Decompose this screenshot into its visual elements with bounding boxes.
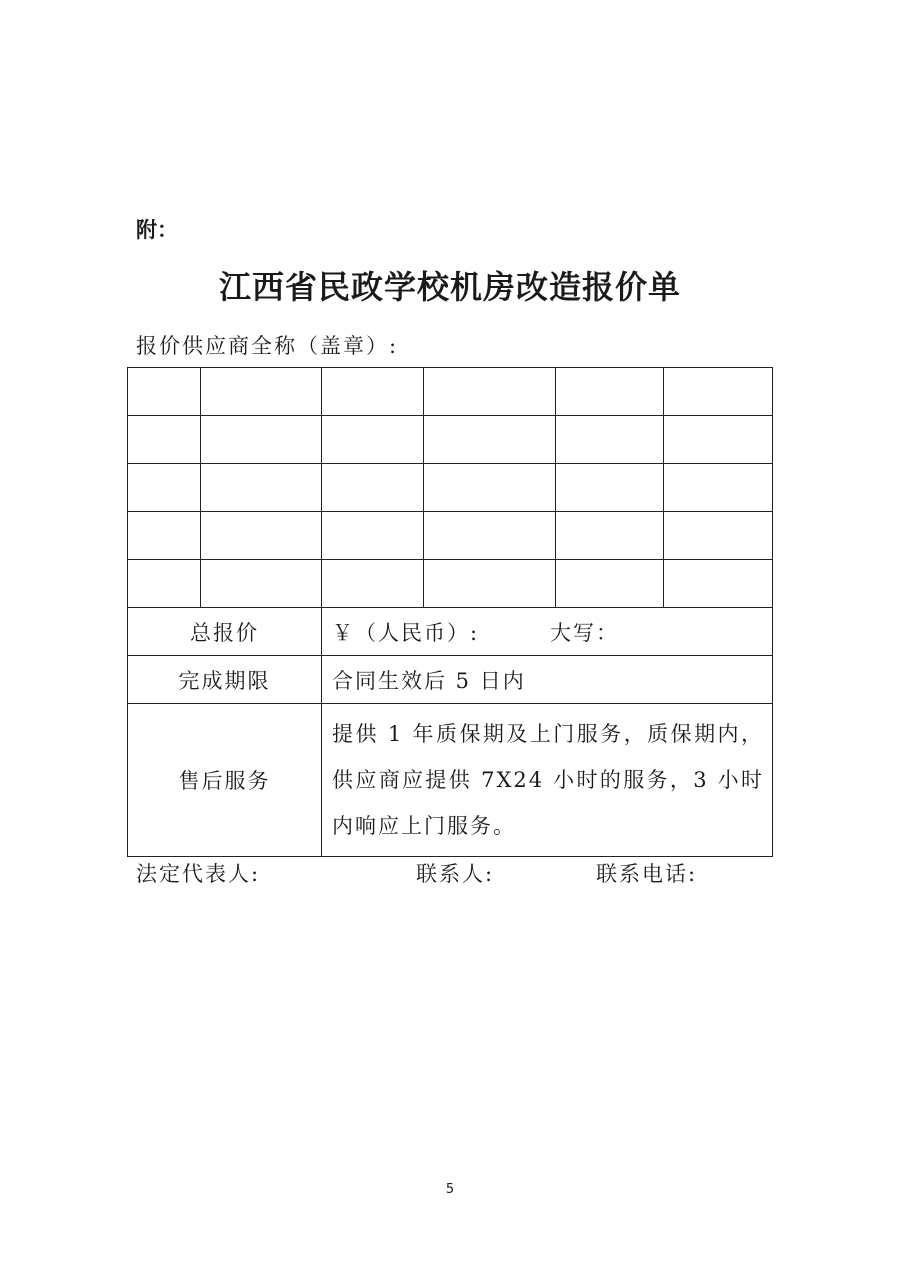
table-cell: [424, 368, 556, 416]
table-cell: [556, 512, 664, 560]
table-cell: [664, 416, 773, 464]
table-row: [128, 368, 773, 416]
table-cell: [664, 464, 773, 512]
after-sales-value: 提供 1 年质保期及上门服务，质保期内，供应商应提供 7X24 小时的服务，3 小时内响应上门服务。: [322, 704, 773, 857]
table-cell: [556, 416, 664, 464]
appendix-label: 附：: [136, 218, 178, 242]
table-cell: [424, 560, 556, 608]
table-cell: [664, 368, 773, 416]
deadline-row: [128, 656, 773, 704]
table-row: [128, 416, 773, 464]
table-cell: [128, 512, 201, 560]
table-cell: [322, 512, 424, 560]
table-row: [128, 512, 773, 560]
deadline-value: 合同生效后 5 日内: [322, 656, 773, 704]
table-cell: [664, 512, 773, 560]
table-cell: [201, 464, 322, 512]
table-cell: [424, 464, 556, 512]
capital-amount-label: 大写：: [550, 620, 619, 645]
rmb-amount-label: ￥（人民币）:: [332, 620, 480, 645]
contact-phone-label: 联系电话:: [596, 862, 698, 886]
deadline-label: 完成期限: [128, 656, 322, 704]
table-row: [128, 464, 773, 512]
table-cell: [201, 560, 322, 608]
contact-person-label: 联系人:: [416, 862, 495, 886]
total-price-value-cell: [322, 608, 773, 656]
total-price-row: [128, 608, 773, 656]
table-cell: [424, 512, 556, 560]
table-cell: [664, 560, 773, 608]
table-cell: [322, 560, 424, 608]
table-cell: [201, 368, 322, 416]
table-row: [128, 560, 773, 608]
table-cell: [556, 560, 664, 608]
table-cell: [556, 368, 664, 416]
table-cell: [128, 560, 201, 608]
table-cell: [128, 464, 201, 512]
page-title: 江西省民政学校机房改造报价单: [218, 268, 681, 306]
table-cell: [201, 416, 322, 464]
table-cell: [556, 464, 664, 512]
table-cell: [424, 416, 556, 464]
quote-table: [127, 367, 773, 857]
table-cell: [322, 464, 424, 512]
supplier-name-label: 报价供应商全称（盖章）:: [136, 334, 399, 358]
page-number: 5: [445, 1182, 455, 1197]
after-sales-label: 售后服务: [128, 704, 322, 857]
table-cell: [128, 416, 201, 464]
table-cell: [322, 368, 424, 416]
after-sales-row: [128, 704, 773, 857]
table-cell: [201, 512, 322, 560]
total-price-label: 总报价: [128, 608, 322, 656]
table-cell: [322, 416, 424, 464]
legal-representative-label: 法定代表人:: [136, 862, 261, 886]
table-cell: [128, 368, 201, 416]
